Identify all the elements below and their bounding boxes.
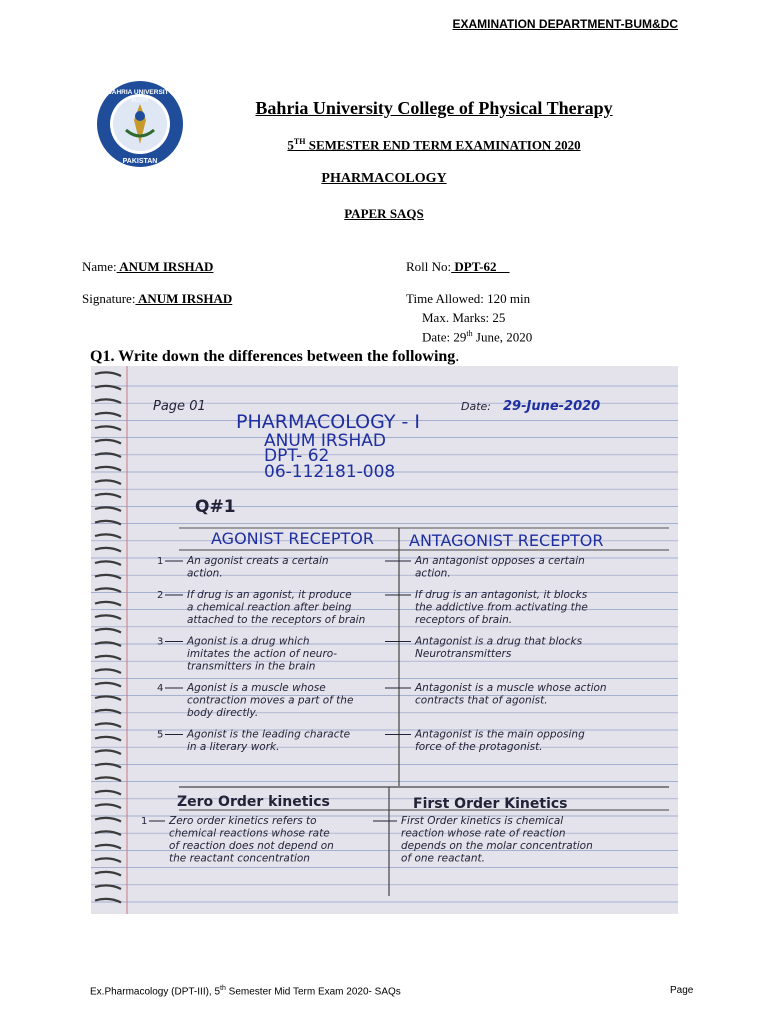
title-line-4: 06-112181-008 bbox=[264, 462, 396, 482]
left-cell-line: transmitters in the brain bbox=[187, 660, 316, 673]
exam-date: Date: 29th June, 2020 bbox=[422, 329, 533, 345]
zero-order-header: Zero Order kinetics bbox=[177, 794, 330, 810]
left-cell-line: Agonist is a drug which bbox=[187, 635, 310, 648]
left-cell-line: An agonist creats a certain bbox=[187, 555, 329, 567]
right-cell-line: contracts that of agonist. bbox=[415, 694, 548, 707]
left-cell-line: imitates the action of neuro- bbox=[187, 648, 337, 660]
right-cell-line: depends on the molar concentration bbox=[401, 840, 593, 852]
row-number: 4 bbox=[157, 683, 164, 694]
question-heading: Q1. Write down the differences between the following. bbox=[90, 348, 460, 365]
left-cell-line: Zero order kinetics refers to bbox=[169, 815, 317, 827]
right-cell-line: receptors of brain. bbox=[415, 614, 513, 626]
first-order-header: First Order Kinetics bbox=[413, 796, 568, 812]
left-cell-line: attached to the receptors of brain bbox=[187, 614, 366, 626]
left-cell-line: Agonist is the leading characte bbox=[187, 728, 351, 741]
name-field: Name: ANUM IRSHAD bbox=[82, 259, 214, 274]
seal-sub-text: BUCPT bbox=[131, 98, 149, 104]
footer-page: Page bbox=[670, 985, 694, 996]
agonist-header: AGONIST RECEPTOR bbox=[211, 529, 374, 548]
college-title: Bahria University College of Physical Therapy bbox=[255, 98, 613, 118]
right-cell-line: reaction whose rate of reaction bbox=[401, 827, 566, 840]
left-cell-line: the reactant concentration bbox=[169, 852, 310, 865]
right-cell-line: Neurotransmitters bbox=[415, 648, 512, 660]
date-value: 29-June-2020 bbox=[503, 399, 601, 414]
right-cell-line: First Order kinetics is chemical bbox=[401, 815, 564, 827]
right-cell-line: An antagonist opposes a certain bbox=[415, 555, 585, 567]
right-cell-line: the addictive from activating the bbox=[415, 601, 588, 614]
left-cell-line: chemical reactions whose rate bbox=[169, 827, 330, 840]
right-cell-line: If drug is an antagonist, it blocks bbox=[415, 589, 588, 601]
department-heading: EXAMINATION DEPARTMENT-BUM&DC bbox=[452, 17, 678, 31]
left-cell-line: body directly. bbox=[187, 707, 259, 719]
title-line-3: DPT- 62 bbox=[264, 446, 330, 466]
right-cell-line: Antagonist is the main opposing bbox=[415, 728, 585, 741]
time-allowed: Time Allowed: 120 min bbox=[406, 291, 531, 306]
signature-field: Signature: ANUM IRSHAD bbox=[82, 291, 233, 306]
left-cell-line: of reaction does not depend on bbox=[169, 840, 334, 852]
roll-number-field: Roll No: DPT-62 bbox=[406, 259, 510, 274]
seal-top-text: BAHRIA UNIVERSITY bbox=[107, 89, 173, 96]
left-cell-line: in a literary work. bbox=[187, 741, 280, 753]
row-number: 3 bbox=[157, 636, 164, 648]
max-marks: Max. Marks: 25 bbox=[422, 310, 506, 325]
right-cell-line: Antagonist is a muscle whose action bbox=[415, 682, 607, 694]
exam-title: 5TH SEMESTER END TERM EXAMINATION 2020 bbox=[287, 137, 581, 153]
left-cell-line: action. bbox=[187, 567, 223, 580]
title-line-1: PHARMACOLOGY - I bbox=[236, 411, 421, 433]
paper-title: PAPER SAQS bbox=[344, 206, 424, 221]
page-label: Page 01 bbox=[153, 399, 206, 414]
date-label: Date: bbox=[461, 400, 491, 413]
row-number: 2 bbox=[157, 590, 164, 601]
handwritten-answer-photo bbox=[91, 366, 678, 914]
row-number: 1 bbox=[141, 816, 148, 827]
row-number: 1 bbox=[157, 556, 164, 567]
left-cell-line: contraction moves a part of the bbox=[187, 694, 354, 707]
left-cell-line: If drug is an agonist, it produce bbox=[187, 589, 352, 601]
footer-left: Ex.Pharmacology (DPT-III), 5th Semester Mid Term Exam 2020- SAQs bbox=[90, 985, 401, 998]
university-seal-logo bbox=[96, 80, 184, 168]
left-cell-line: a chemical reaction after being bbox=[187, 601, 352, 614]
right-cell-line: force of the protagonist. bbox=[415, 741, 543, 753]
right-cell-line: action. bbox=[415, 567, 451, 580]
question-number: Q#1 bbox=[195, 497, 236, 517]
seal-bottom-text: PAKISTAN bbox=[122, 158, 158, 165]
antagonist-header: ANTAGONIST RECEPTOR bbox=[409, 531, 604, 550]
right-cell-line: Antagonist is a drug that blocks bbox=[415, 635, 583, 648]
left-cell-line: Agonist is a muscle whose bbox=[187, 682, 326, 694]
row-number: 5 bbox=[157, 729, 164, 741]
right-cell-line: of one reactant. bbox=[401, 852, 485, 865]
subject-title: PHARMACOLOGY bbox=[321, 171, 447, 186]
title-line-2: ANUM IRSHAD bbox=[264, 431, 386, 451]
